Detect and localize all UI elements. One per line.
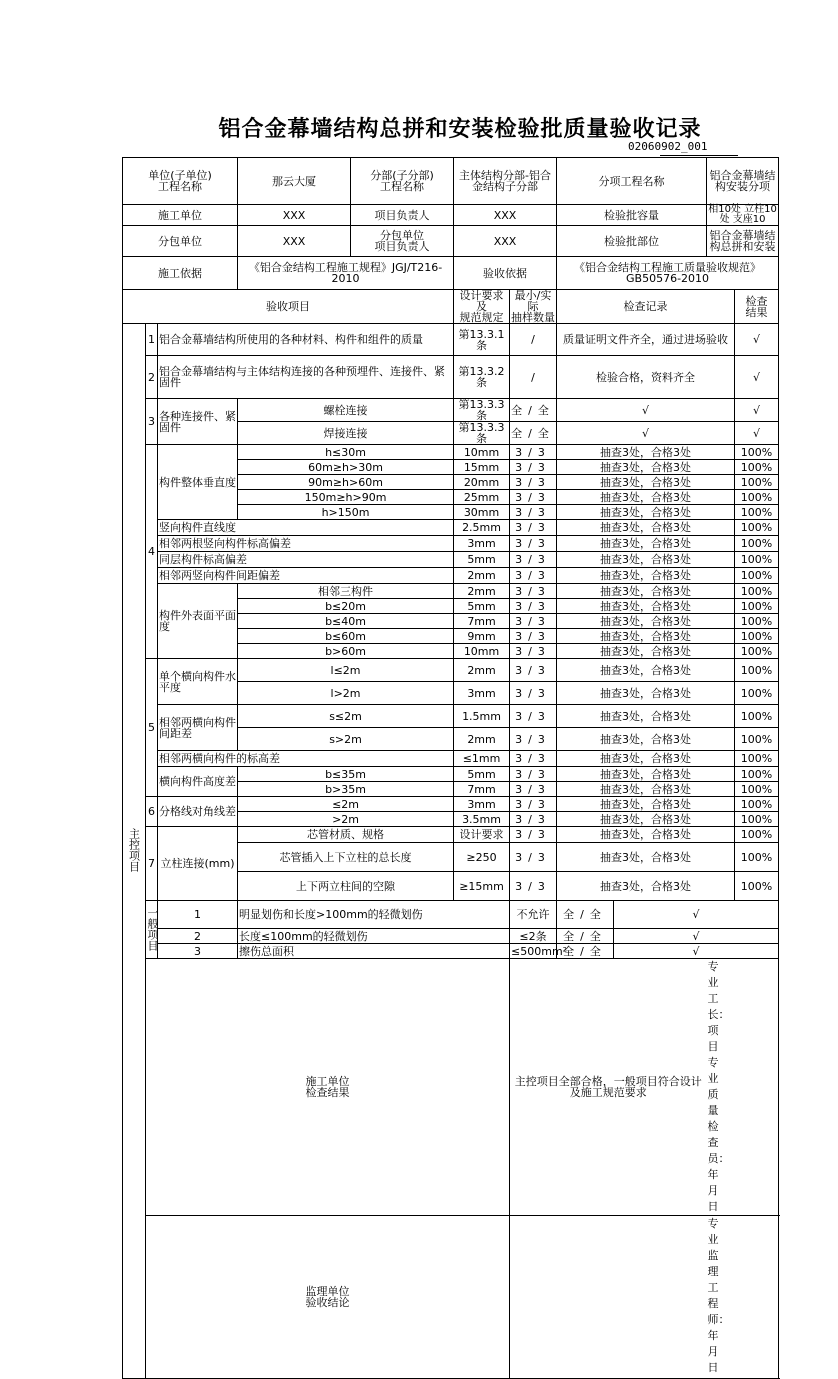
page-title: 铝合金幕墙结构总拼和安装检验批质量验收记录 [218, 116, 702, 142]
subcontractor-label: 分包单位 [123, 226, 238, 257]
check-result: 100% [735, 520, 779, 536]
check-result: 100% [735, 490, 779, 505]
item-surface-flatness: 构件外表面平面度 [158, 584, 238, 659]
batch-part-value: 铝合金幕墙结构总拼和安装 [707, 226, 779, 257]
sample-min: 3 [515, 614, 529, 628]
sample-quantity: 3/3 [510, 536, 557, 552]
inspection-record-table [122, 157, 779, 1379]
sample-actual: 3 [537, 553, 551, 566]
construction-basis-value: 《铝合金结构工程施工规程》JGJ/T216-2010 [238, 257, 454, 290]
sample-actual: 全 [537, 426, 555, 440]
sample-quantity: 3/3 [510, 767, 557, 782]
sample-quantity: 3/3 [510, 728, 557, 751]
item-materials-quality: 铝合金幕墙结构所使用的各种材料、构件和组件的质量 [158, 324, 454, 356]
item-embedded-parts: 铝合金幕墙结构与主体结构连接的各种预埋件、连接件、紧固件 [158, 356, 454, 399]
acceptance-basis-label: 验收依据 [454, 257, 557, 290]
sub-item-weld: 焊接连接 [238, 422, 454, 445]
check-result: 100% [735, 460, 779, 475]
sample-min: 3 [515, 709, 529, 723]
design-value: 设计要求 [454, 827, 510, 843]
design-value: 不允许 [510, 901, 557, 929]
sample-min: 全 [511, 426, 529, 440]
sample-actual: 3 [537, 475, 551, 489]
sub-project-manager-label: 分包单位 项目负责人 [351, 226, 454, 257]
check-result: 100% [735, 682, 779, 705]
sample-min: 3 [515, 828, 529, 841]
sample-quantity: 3/3 [510, 872, 557, 901]
col-design-requirement: 设计要求及 规范规定 [454, 290, 510, 324]
sample-actual: 3 [537, 505, 551, 519]
sub-project-manager-value: XXX [454, 226, 557, 257]
sample-quantity: 3/3 [510, 659, 557, 682]
sample-actual: 3 [537, 797, 551, 811]
sample-quantity: 3/3 [510, 797, 557, 812]
unit-label: 单位(子单位) 工程名称 [123, 158, 238, 205]
sample-actual: 3 [537, 850, 551, 864]
project-manager-value: XXX [454, 205, 557, 226]
row-number: 7 [146, 827, 158, 901]
check-record: 抽查3处，合格3处 [557, 797, 735, 812]
condition: l≤2m [238, 659, 454, 682]
sample-actual: 3 [537, 614, 551, 628]
item-spacing-deviation: 相邻两竖向构件间距偏差 [158, 568, 454, 584]
check-record: 抽查3处，合格3处 [557, 751, 735, 767]
sample-quantity: 全/全 [557, 929, 614, 944]
sample-quantity: 3/3 [510, 445, 557, 460]
sample-actual: 3 [537, 569, 551, 582]
sample-quantity: 3/3 [510, 505, 557, 520]
sample-quantity: 全/全 [557, 901, 614, 929]
sample-min: 3 [515, 460, 529, 474]
group-general-label: 一般项目 [146, 906, 159, 951]
sample-actual: 全 [589, 929, 607, 943]
sample-quantity: 3/3 [510, 490, 557, 505]
check-record: √ [614, 944, 779, 959]
design-value: 10mm [454, 644, 510, 659]
check-record: 抽查3处，合格3处 [557, 767, 735, 782]
contractor-signature-block [707, 959, 779, 1216]
condition: b≤20m [238, 599, 454, 614]
sample-min: 3 [515, 629, 529, 643]
sample-actual: 3 [537, 537, 551, 550]
contractor-date: 年 月 日 [707, 1168, 730, 1213]
design-value: 5mm [454, 767, 510, 782]
check-result: √ [735, 324, 779, 356]
design-value: 10mm [454, 445, 510, 460]
design-value: ≥250 [454, 843, 510, 872]
design-value: 1.5mm [454, 705, 510, 728]
condition: 芯管插入上下立柱的总长度 [238, 843, 454, 872]
sample-min: 3 [515, 686, 529, 700]
design-value: 7mm [454, 614, 510, 629]
sample-quantity: / [510, 356, 557, 399]
sample-quantity: 3/3 [510, 614, 557, 629]
check-record: 抽查3处，合格3处 [557, 445, 735, 460]
foreman-label: 专业工长： [707, 960, 730, 1021]
batch-part-label: 检验批部位 [557, 226, 707, 257]
item-obvious-scratch: 明显划伤和长度>100mm的轻微划伤 [238, 901, 510, 929]
item-horizontal-spacing: 相邻两横向构件间距差 [158, 705, 238, 751]
design-value: 20mm [454, 475, 510, 490]
check-result: 100% [735, 812, 779, 827]
design-value: 7mm [454, 782, 510, 797]
check-record: 抽查3处，合格3处 [557, 728, 735, 751]
check-record: 抽查3处，合格3处 [557, 644, 735, 659]
condition: >2m [238, 812, 454, 827]
sub-item-bolt: 螺栓连接 [238, 399, 454, 422]
sample-min: 3 [515, 569, 529, 582]
check-record: 抽查3处，合格3处 [557, 584, 735, 599]
row-number: 2 [146, 356, 158, 399]
condition: b≤35m [238, 767, 454, 782]
sample-actual: 全 [537, 403, 555, 417]
sample-actual: 3 [537, 599, 551, 613]
col-acceptance-item: 验收项目 [123, 290, 454, 324]
sample-quantity: 3/3 [510, 782, 557, 797]
contractor-value: XXX [238, 205, 351, 226]
sample-quantity: 3/3 [510, 644, 557, 659]
row-number: 6 [146, 797, 158, 827]
contractor-label: 施工单位 [123, 205, 238, 226]
sample-min: 3 [515, 584, 529, 598]
sample-quantity: 3/3 [510, 568, 557, 584]
sample-actual: 3 [537, 767, 551, 781]
condition: 上下两立柱间的空隙 [238, 872, 454, 901]
check-result: 100% [735, 843, 779, 872]
sample-min: 3 [515, 782, 529, 796]
group-main-label: 主控项目 [127, 828, 141, 872]
sample-actual: 3 [537, 879, 551, 893]
condition: l>2m [238, 682, 454, 705]
check-record: 抽查3处，合格3处 [557, 552, 735, 568]
check-result: 100% [735, 536, 779, 552]
condition: h≤30m [238, 445, 454, 460]
check-result: 100% [735, 659, 779, 682]
condition: b≤40m [238, 614, 454, 629]
item-connectors: 各种连接件、紧固件 [158, 399, 238, 445]
construction-basis-label: 施工依据 [123, 257, 238, 290]
design-value: 5mm [454, 599, 510, 614]
sample-quantity: 3/3 [510, 843, 557, 872]
sample-actual: 3 [537, 629, 551, 643]
supervisor-conclusion-label: 监理单位 验收结论 [146, 1216, 510, 1379]
check-record: 抽查3处，合格3处 [557, 812, 735, 827]
check-record: 检验合格，资料齐全 [557, 356, 735, 399]
condition: s≤2m [238, 705, 454, 728]
sample-actual: 3 [537, 752, 551, 765]
sample-quantity: 3/3 [510, 827, 557, 843]
sample-actual: 3 [537, 663, 551, 677]
sample-min: 3 [515, 850, 529, 864]
sample-min: 3 [515, 663, 529, 677]
sample-min: 3 [515, 445, 529, 459]
condition: 90m≥h>60m [238, 475, 454, 490]
group-main-control [123, 324, 146, 1379]
check-record: √ [557, 422, 735, 445]
sample-actual: 3 [537, 812, 551, 826]
sample-quantity: 全/全 [510, 422, 557, 445]
condition: b>60m [238, 644, 454, 659]
condition: b≤60m [238, 629, 454, 644]
sample-quantity: 3/3 [510, 599, 557, 614]
sub-division-value: 主体结构分部-铝合金结构子分部 [454, 158, 557, 205]
condition: 60m≥h>30m [238, 460, 454, 475]
check-record: 抽查3处，合格3处 [557, 536, 735, 552]
sub-division-label: 分部(子分部) 工程名称 [351, 158, 454, 205]
design-value: ≤2条 [510, 929, 557, 944]
design-value: 第13.3.1条 [454, 324, 510, 356]
row-number: 4 [146, 445, 158, 659]
design-value: 3mm [454, 797, 510, 812]
design-value: ≤500mm² [511, 944, 568, 958]
check-record: 抽查3处，合格3处 [557, 475, 735, 490]
check-result: 100% [735, 629, 779, 644]
check-result: 100% [735, 445, 779, 460]
design-value: 15mm [454, 460, 510, 475]
sample-min: 3 [515, 521, 529, 534]
check-result: 100% [735, 505, 779, 520]
sample-actual: 3 [537, 521, 551, 534]
sample-actual: 3 [537, 782, 551, 796]
sample-min: 3 [515, 797, 529, 811]
design-value: 2mm [454, 728, 510, 751]
item-abrasion-area: 擦伤总面积 [238, 944, 510, 959]
batch-capacity-value: 相10处 立柱10处 支座10 [708, 204, 777, 225]
condition: 相邻三构件 [238, 584, 454, 599]
sample-quantity: 3/3 [510, 584, 557, 599]
design-value: ≥15mm [454, 872, 510, 901]
check-result: 100% [735, 751, 779, 767]
sample-quantity: 全/全 [510, 399, 557, 422]
design-value: 25mm [454, 490, 510, 505]
sample-actual: 3 [537, 732, 551, 746]
sample-min: 3 [515, 505, 529, 519]
condition: s>2m [238, 728, 454, 751]
check-record: 抽查3处，合格3处 [557, 682, 735, 705]
sample-actual: 全 [589, 944, 607, 958]
document-number-underline [660, 155, 738, 156]
sample-actual: 3 [537, 445, 551, 459]
item-horizontal-height-diff: 横向构件高度差 [158, 767, 238, 797]
row-number: 1 [146, 324, 158, 356]
check-result: 100% [735, 797, 779, 812]
sample-quantity: 3/3 [510, 705, 557, 728]
condition: h>150m [238, 505, 454, 520]
sub-item-label: 分项工程名称 [557, 158, 707, 205]
sample-min: 全 [563, 929, 581, 943]
col-sample-quantity: 最小/实际 抽样数量 [511, 289, 556, 324]
check-record: 抽查3处，合格3处 [557, 614, 735, 629]
check-record: 抽查3处，合格3处 [557, 460, 735, 475]
sample-min: 3 [515, 475, 529, 489]
item-horizontal-level: 单个横向构件水平度 [158, 659, 238, 705]
row-number: 3 [158, 944, 238, 959]
unit-value: 那云大厦 [238, 158, 351, 205]
design-value: 30mm [454, 505, 510, 520]
check-result: 100% [735, 552, 779, 568]
sample-quantity: 全/全 [557, 944, 614, 959]
sample-min: 3 [515, 812, 529, 826]
sample-quantity: 3/3 [510, 629, 557, 644]
item-diagonal-diff: 分格线对角线差 [158, 797, 238, 827]
check-record: 抽查3处，合格3处 [557, 568, 735, 584]
sample-actual: 3 [537, 828, 551, 841]
item-column-connection: 立柱连接(mm) [158, 827, 238, 901]
item-adjacent-elevation: 相邻两根竖向构件标高偏差 [158, 536, 454, 552]
check-result: √ [735, 356, 779, 399]
sample-quantity: 3/3 [510, 812, 557, 827]
sample-min: 3 [515, 553, 529, 566]
contractor-check-label: 施工单位 检查结果 [146, 959, 510, 1216]
design-value: 2mm [454, 659, 510, 682]
sample-min: 3 [515, 767, 529, 781]
sample-quantity: 3/3 [510, 475, 557, 490]
condition: ≤2m [238, 797, 454, 812]
col-check-record: 检查记录 [557, 290, 735, 324]
sample-min: 全 [563, 944, 581, 958]
check-record: 抽查3处，合格3处 [557, 705, 735, 728]
check-record: 抽查3处，合格3处 [557, 827, 735, 843]
sample-min: 全 [563, 908, 581, 921]
acceptance-basis-value: 《铝合金结构工程施工质量验收规范》GB50576-2010 [557, 257, 779, 290]
sub-item-value: 铝合金幕墙结构安装分项 [707, 158, 779, 205]
sample-quantity: 3/3 [510, 751, 557, 767]
item-horizontal-elevation: 相邻两横向构件的标高差 [158, 751, 454, 767]
sample-actual: 全 [589, 908, 607, 921]
sample-min: 3 [515, 879, 529, 893]
sample-actual: 3 [537, 490, 551, 504]
check-result: 100% [735, 705, 779, 728]
item-straightness: 竖向构件直线度 [158, 520, 454, 536]
check-result: 100% [735, 584, 779, 599]
design-value: 第13.3.3条 [454, 422, 510, 445]
check-result: 100% [735, 782, 779, 797]
sample-actual: 3 [537, 644, 551, 658]
subcontractor-value: XXX [238, 226, 351, 257]
check-result: 100% [735, 475, 779, 490]
sample-quantity: 3/3 [510, 552, 557, 568]
row-number: 5 [146, 659, 158, 797]
document-number: 02060902_001 [628, 140, 708, 153]
condition: 150m≥h>90m [238, 490, 454, 505]
check-record: √ [614, 901, 779, 929]
project-manager-label: 项目负责人 [351, 205, 454, 226]
sample-quantity: 3/3 [510, 520, 557, 536]
design-value: 9mm [454, 629, 510, 644]
item-minor-scratch: 长度≤100mm的轻微划伤 [238, 929, 510, 944]
sample-quantity: / [510, 324, 557, 356]
sample-min: 3 [515, 490, 529, 504]
sample-min: 3 [515, 752, 529, 765]
batch-capacity-label: 检验批容量 [557, 205, 707, 226]
design-value: 2mm [454, 584, 510, 599]
row-number: 2 [158, 929, 238, 944]
check-record: 抽查3处，合格3处 [557, 659, 735, 682]
check-result: √ [735, 399, 779, 422]
check-result: √ [735, 422, 779, 445]
supervisor-signature-block [707, 1216, 779, 1379]
row-number: 3 [146, 399, 158, 445]
check-result: 100% [735, 872, 779, 901]
check-result: 100% [735, 644, 779, 659]
sample-actual: 3 [537, 460, 551, 474]
check-record: 抽查3处，合格3处 [557, 782, 735, 797]
design-value: 第13.3.3条 [454, 399, 510, 422]
check-result: 100% [735, 599, 779, 614]
item-same-floor-elevation: 同层构件标高偏差 [158, 552, 454, 568]
check-record: 抽查3处，合格3处 [557, 520, 735, 536]
sample-min: 3 [515, 537, 529, 550]
check-record: 质量证明文件齐全，通过进场验收 [557, 324, 735, 356]
check-record: 抽查3处，合格3处 [557, 490, 735, 505]
sample-min: 3 [515, 732, 529, 746]
design-value: 第13.3.2条 [454, 356, 510, 399]
sample-quantity: 3/3 [510, 682, 557, 705]
design-value: 2.5mm [454, 520, 510, 536]
check-record: √ [614, 929, 779, 944]
design-value: 3.5mm [454, 812, 510, 827]
check-record: 抽查3处，合格3处 [557, 872, 735, 901]
design-value: ≤1mm [454, 751, 510, 767]
check-record: 抽查3处，合格3处 [557, 505, 735, 520]
contractor-check-result: 主控项目全部合格，一般项目符合设计及施工规范要求 [510, 959, 707, 1216]
item-overall-verticality: 构件整体垂直度 [158, 445, 238, 520]
check-result: 100% [735, 767, 779, 782]
check-record: 抽查3处，合格3处 [557, 629, 735, 644]
sample-actual: 3 [537, 686, 551, 700]
check-record: 抽查3处，合格3处 [557, 599, 735, 614]
design-value: 3mm [454, 682, 510, 705]
design-value: 3mm [454, 536, 510, 552]
supervisor-date: 年 月 日 [707, 1329, 730, 1374]
sample-min: 3 [515, 599, 529, 613]
check-record: 抽查3处，合格3处 [557, 843, 735, 872]
design-value: 2mm [454, 568, 510, 584]
group-general [146, 901, 158, 959]
check-result: 100% [735, 614, 779, 629]
sample-min: 3 [515, 644, 529, 658]
condition: 芯管材质、规格 [238, 827, 454, 843]
condition: b>35m [238, 782, 454, 797]
sample-actual: 3 [537, 584, 551, 598]
sample-quantity: 3/3 [510, 460, 557, 475]
quality-inspector-label: 项目专业质量检查员： [707, 1024, 730, 1165]
sample-min: 全 [511, 403, 529, 417]
supervision-engineer-label: 专业监理工程师： [707, 1217, 730, 1326]
check-record: √ [557, 399, 735, 422]
check-result: 100% [735, 728, 779, 751]
row-number: 1 [158, 901, 238, 929]
sample-actual: 3 [537, 709, 551, 723]
check-result: 100% [735, 827, 779, 843]
design-value: 5mm [454, 552, 510, 568]
check-result: 100% [735, 568, 779, 584]
col-check-result: 检查 结果 [735, 290, 779, 324]
